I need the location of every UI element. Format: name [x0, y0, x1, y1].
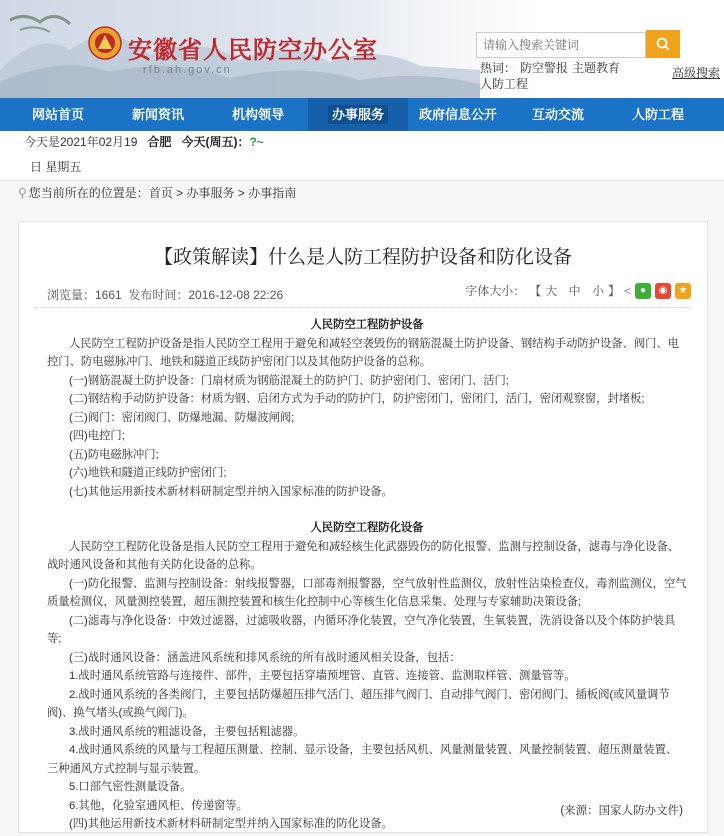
view-count: 浏览量：1661	[47, 288, 122, 302]
article-meta	[19, 280, 707, 306]
site-name: 安徽省人民防空办公室	[128, 37, 378, 64]
nav-item-label: 人防工程	[631, 107, 684, 122]
list-item: (六)地铁和隧道正线防护密闭门;	[69, 467, 227, 479]
nav-item-civil-defense-engineering[interactable]	[608, 98, 708, 131]
search-button[interactable]	[646, 30, 680, 58]
share-icon[interactable]: <	[623, 283, 631, 298]
list-item: (七)其他运用新技术新材料研制定型并纳入国家标准的防护设备。	[69, 485, 393, 498]
breadcrumb-label: 您当前所在的位置是：	[28, 186, 149, 200]
nav-item-label: 政府信息公开	[418, 107, 497, 122]
article-panel	[18, 221, 708, 833]
nav-item-label: 网站首页	[31, 107, 84, 122]
breadcrumb-separator: >	[176, 186, 184, 200]
list-item: (四)电控门;	[69, 430, 125, 442]
list-item: 1.战时通风系统管路与连接件、部件，主要包括穿墙预埋管、直管、连接管、监测取样管、测量管等。	[69, 670, 576, 682]
section-gap	[47, 501, 687, 519]
list-item: (四)其他运用新技术新材料研制定型并纳入国家标准的防化设备。	[69, 818, 393, 830]
weather-city: 合肥	[147, 135, 172, 149]
breadcrumb-separator: >	[237, 186, 245, 200]
meta-divider	[35, 307, 691, 308]
font-size-bracket: 】	[607, 284, 620, 298]
list-item: 3.战时通风系统的粗滤设备，主要包括粗滤器。	[69, 725, 305, 738]
breadcrumb-guide-link[interactable]: 办事指南	[248, 186, 297, 200]
nav-item-label: 机构领导	[231, 107, 284, 122]
list-item: 5.口部气密性测量设备。	[69, 781, 192, 793]
nav-item-label: 新闻资讯	[131, 107, 184, 122]
search-input[interactable]	[476, 32, 646, 58]
article-tools	[465, 282, 691, 299]
weather-label: 今天(周五)：	[181, 135, 250, 149]
publish-time: 发布时间：2016-12-08 22:26	[128, 288, 284, 302]
font-size-small-button[interactable]: 小	[591, 284, 604, 298]
list-item: (二)钢结构手动防护设备：材质为钢、启闭方式为手动的防护门，防护密闭门，密闭门，活门，密闭观察窗，封堵板;	[69, 393, 645, 405]
section-intro: 人民防空工程防护设备是指人民防空工程用于避免和减轻空袭毁伤的钢筋混凝土防护设备、钢结构手动防护设备、阀门、电控门、防电磁脉冲门、地铁和隧道正线防护密闭门以及其他防护设备的总称。	[47, 337, 680, 368]
list-item: (三)阀门：密闭阀门、防爆地漏、防爆波闸阀;	[69, 411, 295, 424]
list-item: 4.战时通风系统的风量与工程超压测量、控制、显示设备，主要包括风机、风量测量装置、风量控制装置、超压测量装置、三种通风方式控制与显示装置。	[47, 744, 678, 775]
site-header	[0, 0, 724, 98]
font-size-medium-button[interactable]: 中	[568, 284, 581, 298]
list-item: (一)钢筋混凝土防护设备：门扇材质为钢筋混凝土的防护门、防护密闭门、密闭门、活门;	[69, 374, 509, 387]
date-weather-bar	[0, 131, 724, 153]
hot-words-label: 热词：	[480, 61, 517, 75]
font-size-large-button[interactable]: 大	[545, 284, 558, 298]
weekday: 日 星期五	[0, 153, 724, 181]
nav-item-home[interactable]	[8, 98, 108, 131]
font-size-label: 字体大小：	[465, 284, 526, 298]
list-item: 6.其他，化验室通风柜、传递窗等。	[69, 799, 248, 812]
weibo-share-icon[interactable]: ◉	[655, 283, 671, 299]
list-item: (一)防化报警、监测与控制设备：射线报警器，口部毒剂报警器，空气放射性监测仪，放射性沾染检查仪，毒剂监测仪，空气质量检测仪，风量测控装置，超压测控装置和核生化控制中心等核生化信息采集、处理与专家辅助决策设备;	[47, 577, 687, 608]
hot-word-link[interactable]: 人防工程	[480, 77, 529, 91]
article-stats	[47, 286, 283, 303]
search-icon	[656, 37, 670, 51]
breadcrumb	[0, 181, 724, 205]
wechat-share-icon[interactable]: ●	[635, 283, 651, 299]
qzone-share-icon[interactable]: ★	[675, 283, 691, 299]
breadcrumb-home-link[interactable]: 首页	[148, 186, 173, 200]
list-item: (五)防电磁脉冲门;	[69, 448, 159, 461]
section-heading: 人民防空工程防化设备	[310, 522, 424, 534]
section-intro: 人民防空工程防化设备是指人民防空工程用于避免和减轻核生化武器毁伤的防化报警、监测与控制设备，滤毒与净化设备、战时通风设备和其他有关防化设备的总称。	[47, 540, 680, 571]
list-item: (二)滤毒与净化设备：中效过滤器，过滤吸收器，内循环净化装置，空气净化装置，生氧装置，洗消设备以及个体防护装具等;	[47, 614, 676, 645]
location-pin-icon: ⚲	[18, 186, 27, 200]
site-domain: rfb.ah.gov.cn	[143, 64, 232, 76]
weather-value: ?~	[249, 135, 264, 149]
breadcrumb-services-link[interactable]: 办事服务	[186, 186, 235, 200]
article-body	[47, 316, 687, 834]
hot-word-link[interactable]: 防空警报	[520, 61, 569, 75]
nav-item-label: 互动交流	[531, 107, 584, 122]
nav-item-services[interactable]	[308, 98, 408, 131]
section-heading: 人民防空工程防护设备	[310, 319, 424, 331]
list-item: 2.战时通风系统的各类阀门，主要包括防爆超压排气活门、超压排气阀门、自动排气阀门、密闭阀门、插板阀(或风量调节阀)、换气堵头(或换气阀门)。	[47, 688, 670, 719]
nav-item-news[interactable]	[108, 98, 208, 131]
article-source: (来源：国家人防办文件)	[560, 805, 683, 817]
nav-item-label: 办事服务	[328, 105, 388, 124]
font-size-bracket: 【	[529, 284, 542, 298]
today-date: 今天是2021年02月19	[24, 135, 138, 149]
article-title: 【政策解读】什么是人防工程防护设备和防化设备	[153, 247, 572, 268]
advanced-search-link[interactable]: 高级搜索	[672, 66, 721, 80]
main-nav	[0, 98, 724, 131]
emblem-logo-icon	[88, 26, 122, 60]
hot-word-link[interactable]: 主题教育	[572, 61, 621, 75]
nav-item-leadership[interactable]	[208, 98, 308, 131]
nav-item-gov-info[interactable]	[408, 98, 508, 131]
hot-words	[480, 60, 640, 92]
list-item: (三)战时通风设备：涵盖进风系统和排风系统的所有战时通风相关设备，包括：	[69, 651, 461, 664]
nav-item-interaction[interactable]	[508, 98, 608, 131]
